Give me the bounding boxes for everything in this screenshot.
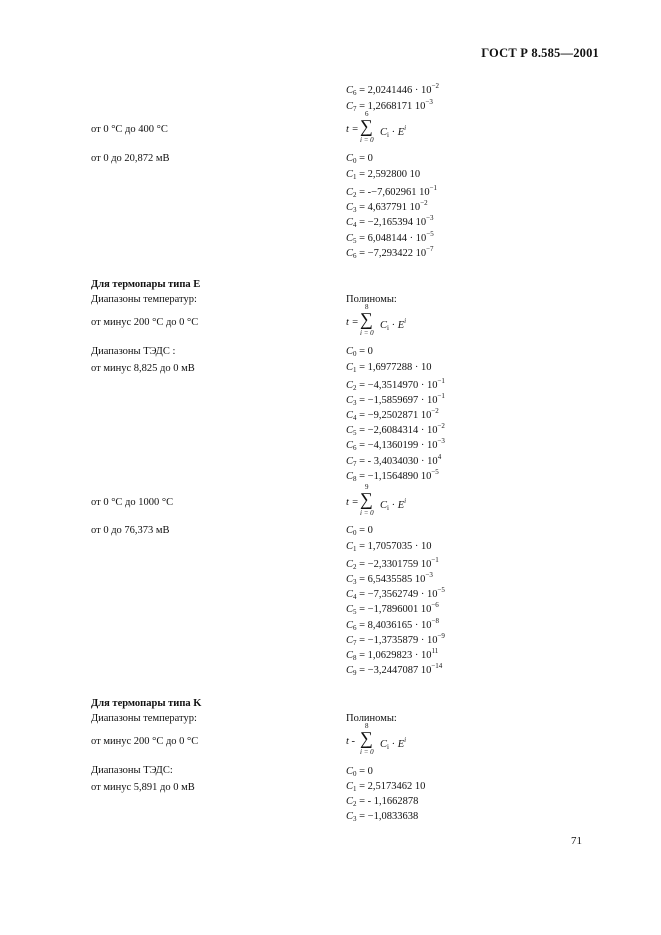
coefficient-value: = 2,0241446 · 10: [356, 85, 432, 96]
coefficient-exponent: −3: [425, 571, 433, 579]
coefficient-value: = −3,2447087 10: [356, 665, 432, 676]
coefficient-line: $C_1 = 2,592800$ 10: [346, 169, 421, 181]
coefficient-exponent: −9: [437, 632, 445, 640]
range-label: от 0 °С до 400 °С: [91, 124, 168, 135]
range-label: от минус 5,891 до 0 мВ: [91, 782, 195, 793]
coefficient-index: 7: [353, 639, 357, 647]
coefficient-index: 2: [353, 563, 357, 571]
range-label: от минус 8,825 до 0 мВ: [91, 363, 195, 374]
coefficient-line: $C_9 = -3,2447087$ $10^{-14}$: [346, 662, 443, 677]
coefficient-index: 4: [353, 593, 357, 601]
page-number: 71: [571, 835, 582, 847]
coefficient-value: = −7,3562749 · 10: [356, 589, 438, 600]
coefficient-value: = −7,293422 10: [356, 248, 427, 259]
coefficient-value: = 1,2668171 10: [356, 101, 426, 112]
sum-lower-limit: i = 0: [360, 748, 374, 756]
coefficient-exponent: −1: [429, 184, 438, 192]
range-label: Диапазоны температур:: [91, 713, 197, 724]
coefficient-index: 8: [353, 475, 357, 483]
sigma-symbol: ∑: [360, 728, 373, 748]
coefficient-value: = - 3,4034030 · 10: [356, 456, 438, 467]
formula-lhs: t =: [346, 317, 359, 328]
sum-lower-limit: i = 0: [360, 136, 374, 144]
formula-term: $C_i \cdot E^i$: [380, 317, 407, 332]
coefficient-line: $C_6 = 2,0241446 \cdot 10^{-2}$: [346, 82, 440, 97]
coefficient-line: $C_0 = 0$: [346, 153, 373, 165]
coefficient-line: $C_7 = -1,3735879 \cdot 10^{-9}$: [346, 632, 445, 647]
coefficient-value: = 0: [356, 525, 373, 536]
coefficient-exponent: −3: [425, 98, 433, 106]
coefficient-value: = 8,4036165 · 10: [356, 620, 432, 631]
polynomial-sum-formula: [346, 110, 456, 148]
sigma-symbol: ∑: [360, 309, 373, 329]
sum-upper-limit: 6: [365, 110, 369, 118]
coefficient-exponent: 4: [437, 453, 442, 461]
coefficient-index: 6: [353, 252, 357, 260]
coefficient-exponent: −3: [437, 437, 445, 445]
coefficient-index: 5: [353, 429, 357, 437]
coefficient-value: = -−7,602961 10: [356, 187, 430, 198]
coefficient-line: $C_2 = --7,602961$ $10^{-1}$: [346, 184, 438, 199]
coefficient-exponent: −1: [431, 556, 439, 564]
coefficient-exponent: −1: [437, 392, 445, 400]
coefficient-line: $C_6 = -4,1360199 \cdot 10^{-3}$: [346, 437, 445, 452]
coefficient-index: 1: [353, 785, 357, 793]
coefficient-index: 2: [353, 191, 357, 199]
coefficient-index: 0: [353, 350, 357, 358]
coefficient-index: 4: [353, 221, 357, 229]
coefficient-line: $C_7 = 1,2668171$ $10^{-3}$: [346, 98, 433, 113]
sum-lower-limit: i = 0: [360, 509, 374, 517]
coefficient-index: 0: [353, 529, 357, 537]
section-heading: Для термопары типа E: [91, 279, 201, 290]
coefficient-value: = 2,592800 10: [356, 169, 421, 180]
coefficient-index: 5: [353, 237, 357, 245]
coefficient-line: $C_6 = 8,4036165 \cdot 10^{-8}$: [346, 617, 440, 632]
formula-term: $C_i \cdot E^i$: [380, 497, 407, 512]
formula-term: $C_i \cdot E^i$: [380, 124, 407, 139]
coefficient-value: = −1,0833638: [356, 811, 419, 822]
coefficient-line: $C_1 = 2,5173462$ 10: [346, 781, 426, 793]
coefficient-index: 1: [353, 366, 357, 374]
coefficient-value: = −1,3735879 · 10: [356, 635, 438, 646]
sum-upper-limit: 8: [365, 722, 369, 730]
coefficient-exponent: −1: [437, 377, 445, 385]
coefficient-index: 7: [353, 460, 357, 468]
coefficient-line: $C_3 = -1,5859697 \cdot 10^{-1}$: [346, 392, 445, 407]
coefficient-line: $C_4 = -7,3562749 \cdot 10^{-5}$: [346, 586, 445, 601]
coefficient-exponent: −2: [431, 82, 440, 90]
coefficient-exponent: −2: [420, 199, 428, 207]
coefficient-value: = 0: [356, 153, 373, 164]
coefficient-exponent: −7: [426, 245, 434, 253]
polynomial-sum-formula: [346, 303, 456, 341]
polynomial-sum-formula: [346, 483, 456, 521]
coefficient-value: = −1,5859697 · 10: [356, 395, 438, 406]
coefficient-line: $C_8 = 1,0629823 \cdot 10^{11}$: [346, 647, 439, 662]
coefficient-index: 3: [353, 399, 357, 407]
coefficient-exponent: −3: [426, 214, 434, 222]
coefficient-exponent: −2: [431, 407, 439, 415]
coefficient-line: $C_0 = 0$: [346, 766, 373, 778]
polynomial-sum-formula: [346, 722, 456, 760]
coefficient-exponent: −6: [431, 601, 439, 609]
range-label: Диапазоны ТЭДС :: [91, 346, 176, 357]
section-heading: Для термопары типа K: [91, 698, 202, 709]
coefficient-value: = −2,6084314 · 10: [356, 425, 438, 436]
coefficient-line: $C_1 = 1,7057035 \cdot 10$: [346, 541, 432, 553]
coefficient-line: $C_7$ = - $3,4034030 \cdot 10^4$: [346, 453, 442, 468]
coefficient-line: $C_5 = -2,6084314 \cdot 10^{-2}$: [346, 422, 445, 437]
coefficient-index: 3: [353, 206, 357, 214]
coefficient-value: = −9,2502871 10: [356, 410, 432, 421]
coefficient-index: 3: [353, 815, 357, 823]
sum-upper-limit: 8: [365, 303, 369, 311]
coefficient-line: $C_8 = -1,1564890$ $10^{-5}$: [346, 468, 439, 483]
range-label: от 0 °С до 1000 °С: [91, 497, 174, 508]
coefficient-index: 3: [353, 578, 357, 586]
coefficient-index: 1: [353, 173, 357, 181]
document-header: ГОСТ Р 8.585—2001: [481, 46, 599, 60]
range-label: Диапазоны ТЭДС:: [91, 765, 173, 776]
coefficient-line: $C_2$ = - 1,1662878: [346, 796, 419, 808]
coefficient-index: 4: [353, 414, 357, 422]
coefficient-value: = 6,5435585 10: [356, 574, 426, 585]
coefficient-line: $C_4 = -2,165394$ $10^{-3}$: [346, 214, 434, 229]
formula-lhs: t =: [346, 124, 359, 135]
coefficient-index: 2: [353, 384, 357, 392]
sigma-symbol: ∑: [360, 489, 373, 509]
coefficient-index: 7: [353, 105, 357, 113]
sum-upper-limit: 9: [365, 483, 369, 491]
coefficient-exponent: −8: [431, 617, 440, 625]
coefficient-value: = - 1,1662878: [356, 796, 419, 807]
coefficient-line: $C_3 = 4,637791$ $10^{-2}$: [346, 199, 428, 214]
coefficient-line: $C_3 = 6,5435585$ $10^{-3}$: [346, 571, 433, 586]
coefficient-line: $C_2 = -2,3301759$ $10^{-1}$: [346, 556, 439, 571]
coefficient-line: $C_6 = -7,293422$ $10^{-7}$: [346, 245, 434, 260]
coefficient-value: = 0: [356, 346, 373, 357]
coefficient-index: 6: [353, 444, 357, 452]
formula-term: $C_i \cdot E^i$: [380, 736, 407, 751]
coefficient-index: 8: [353, 654, 357, 662]
coefficient-line: $C_1 = 1,6977288 \cdot 10$: [346, 362, 432, 374]
polynomials-label: Полиномы:: [346, 294, 397, 305]
coefficient-line: $C_2 = -4,3514970 \cdot 10^{-1}$: [346, 377, 445, 392]
coefficient-value: = −2,165394 10: [356, 217, 427, 228]
formula-lhs: t =: [346, 497, 359, 508]
coefficient-index: 9: [353, 669, 357, 677]
coefficient-value: = −4,1360199 · 10: [356, 440, 438, 451]
coefficient-line: $C_3 = -1,0833638$: [346, 811, 419, 823]
coefficient-exponent: −5: [437, 586, 445, 594]
coefficient-line: $C_5 = 6,048144 \cdot 10^{-5}$: [346, 230, 434, 245]
coefficient-value: = −4,3514970 · 10: [356, 380, 438, 391]
coefficient-index: 0: [353, 157, 357, 165]
coefficient-value: = −2,3301759 10: [356, 559, 432, 570]
coefficient-exponent: −2: [437, 422, 445, 430]
range-label: от 0 до 76,373 мВ: [91, 525, 170, 536]
range-label: от минус 200 °С до 0 °С: [91, 736, 199, 747]
coefficient-value: = 0: [356, 766, 373, 777]
range-label: от минус 200 °С до 0 °С: [91, 317, 199, 328]
coefficient-index: 2: [353, 800, 357, 808]
coefficient-value: = 6,048144 · 10: [356, 233, 427, 244]
coefficient-line: $C_0 = 0$: [346, 525, 373, 537]
coefficient-index: 1: [353, 545, 357, 553]
range-label: от 0 до 20,872 мВ: [91, 153, 170, 164]
coefficient-line: $C_5 = -1,7896001$ $10^{-6}$: [346, 601, 439, 616]
coefficient-exponent: −5: [431, 468, 439, 476]
coefficient-exponent: 11: [431, 647, 439, 655]
coefficient-line: $C_4 = -9,2502871$ $10^{-2}$: [346, 407, 439, 422]
sigma-symbol: ∑: [360, 116, 373, 136]
coefficient-value: = 1,7057035 · 10: [356, 541, 432, 552]
coefficient-value: = 1,6977288 · 10: [356, 362, 432, 373]
coefficient-line: $C_0 = 0$: [346, 346, 373, 358]
range-label: Диапазоны температур:: [91, 294, 197, 305]
polynomials-label: Полиномы:: [346, 713, 397, 724]
coefficient-index: 6: [353, 624, 357, 632]
coefficient-value: = 1,0629823 · 10: [356, 650, 432, 661]
coefficient-value: = 4,637791 10: [356, 202, 421, 213]
coefficient-index: 5: [353, 608, 357, 616]
coefficient-exponent: −14: [431, 662, 443, 670]
coefficient-index: 6: [353, 89, 357, 97]
coefficient-exponent: −5: [426, 230, 434, 238]
coefficient-index: 0: [353, 770, 357, 778]
coefficient-value: = 2,5173462 10: [356, 781, 426, 792]
coefficient-value: = −1,7896001 10: [356, 604, 432, 615]
coefficient-value: = −1,1564890 10: [356, 471, 432, 482]
sum-lower-limit: i = 0: [360, 329, 374, 337]
formula-lhs: t -: [346, 736, 356, 747]
